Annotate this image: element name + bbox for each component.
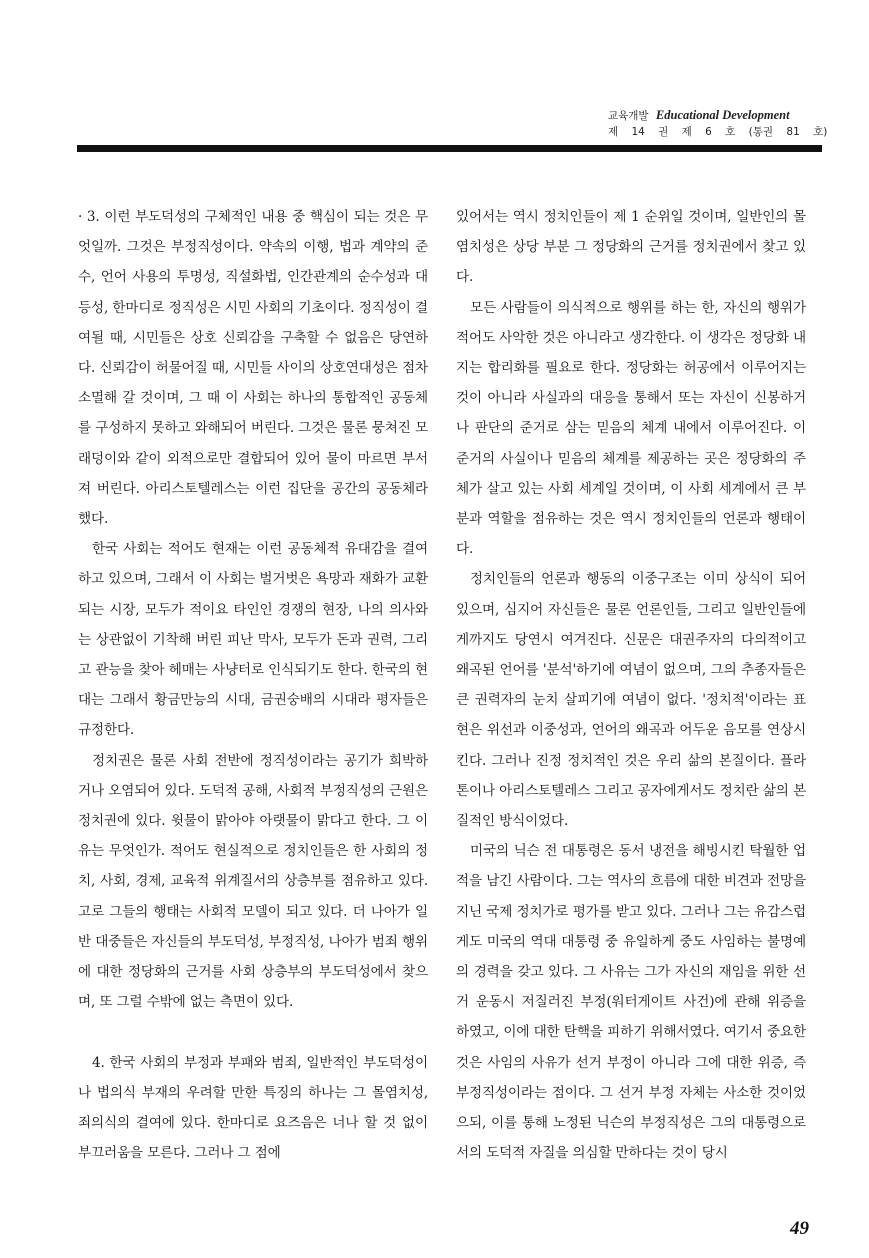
paragraph-section-4: 4. 한국 사회의 부정과 부패와 범죄, 일반적인 부도덕성이나 법의식 부재의 우려할 만한 특징의 하나는 그 몰염치성, 죄의식의 결여에 있다. 한마디로 요즈음은 너나 할 것 없이 부끄러움을 모른다. 그러나 그 점에: [78, 1054, 428, 1162]
journal-title-english: Educational Development: [655, 108, 790, 122]
journal-title-row: [608, 107, 820, 124]
paragraph: 정치인들의 언론과 행동의 이중구조는 이미 상식이 되어 있으며, 심지어 자신들은 물론 언론인들, 그리고 일반인들에게까지도 당연시 여겨진다. 신문은 대권주자의 다의적이고 왜곡된 언어를 '분석'하기에 여념이 없으며, 그의 추종자들은 큰 권력자의 눈치 살피기에 여념이 없다. '정치적'이라는 표현은 위선과 이중성과, 언어의 왜곡과 어두운 음모를 연상시킨다. 그러나 진정 정치적인 것은 우리 삶의 본질이다. 플라톤이나 아리스토텔레스 그리고 공자에게서도 정치란 삶의 본질적인 방식이었다.: [456, 571, 806, 830]
issue-number: 제 6 호: [681, 126, 736, 138]
paragraph: 미국의 닉슨 전 대통령은 동서 냉전을 해빙시킨 탁월한 업적을 남긴 사람이다. 그는 역사의 흐름에 대한 비견과 전망을 지닌 국제 정치가로 평가를 받고 있다. 그러나 그는 유감스럽게도 미국의 역대 대통령 중 유일하게 중도 사임하는 불명예의 경력을 갖고 있다. 그 사유는 그가 자신의 재임을 위한 선거 운동시 저질러진 부정(워터게이트 사건)에 관해 위증을 하였고, 이에 대한 탄핵을 피하기 위해서였다. 여기서 중요한 것은 사임의 사유가 선거 부정이 아니라 그에 대한 위증, 즉 부정직성이라는 점이다. 그 선거 부정 자체는 사소한 것이었으되, 이를 통해 노정된 닉슨의 부정직성은 그의 대통령으로서의 도덕적 자질을 의심할 만하다는 것이 당시: [456, 843, 806, 1162]
issue-info-row: [608, 124, 828, 140]
running-header: [608, 107, 828, 140]
left-text-column: [78, 202, 428, 1168]
volume-number: 제 14 권: [608, 126, 669, 138]
section-gap: [78, 1017, 428, 1047]
paragraph-section-3: · 3. 이런 부도덕성의 구체적인 내용 중 핵심이 되는 것은 무엇일까. 그것은 부정직성이다. 약속의 이행, 법과 계약의 준수, 언어 사용의 투명성, 직설화법, 인간관계의 순수성과 대등성, 한마디로 정직성은 시민 사회의 기초이다. 정직성이 결여될 때, 시민들은 상호 신뢰감을 구축할 수 없음은 당연하다. 신뢰감이 허물어질 때, 시민들 사이의 상호연대성은 점차 소멸해 갈 것이며, 그 때 이 사회는 하나의 통합적인 공동체를 구성하지 못하고 와해되어 버린다. 그것은 물론 뭉쳐진 모래덩이와 같이 외적으로만 결합되어 있어 물이 마르면 부서져 버린다. 아리스토텔레스는 이런 집단을 공간의 공동체라 했다.: [78, 209, 428, 528]
right-text-column: [456, 202, 806, 1169]
paragraph: 모든 사람들이 의식적으로 행위를 하는 한, 자신의 행위가 적어도 사악한 것은 아니라고 생각한다. 이 생각은 정당화 내지는 합리화를 필요로 한다. 정당화는 허공에서 이루어지는 것이 아니라 사실과의 대응을 통해서 또는 자신이 신봉하거나 판단의 준거로 삼는 믿음의 체계 내에서 이루어진다. 이 준거의 사실이나 믿음의 체계를 제공하는 곳은 정당화의 주체가 살고 있는 사회 세계일 것이며, 이 사회 세계에서 큰 부분과 역할을 점유하는 것은 역시 정치인들의 언론과 행태이다.: [456, 299, 806, 558]
paragraph: 정치권은 물론 사회 전반에 정직성이라는 공기가 희박하거나 오염되어 있다. 도덕적 공해, 사회적 부정직성의 근원은 정치권에 있다. 윗물이 맑아야 아랫물이 맑다고 한다. 그 이유는 무엇인가. 적어도 현실적으로 정치인들은 한 사회의 정치, 사회, 경제, 교육적 위계질서의 상층부를 점유하고 있다. 고로 그들의 행태는 사회적 모델이 되고 있다. 더 나아가 일반 대중들은 자신들의 부도덕성, 부정직성, 나아가 범죄 행위에 대한 정당화의 근거를 사회 상층부의 부도덕성에서 찾으며, 또 그럴 수밖에 없는 측면이 있다.: [78, 752, 428, 1011]
paragraph: 한국 사회는 적어도 현재는 이런 공동체적 유대감을 결여하고 있으며, 그래서 이 사회는 벌거벗은 욕망과 재화가 교환되는 시장, 모두가 적이요 타인인 경쟁의 현장, 나의 의사와는 상관없이 기착해 버린 피난 막사, 모두가 돈과 권력, 그리고 관능을 찾아 헤매는 사냥터로 인식되기도 한다. 한국의 현대는 그래서 황금만능의 시대, 금권숭배의 시대라 평자들은 규정한다.: [78, 541, 428, 739]
total-issue-number: (통권 81 호): [748, 126, 828, 138]
paragraph-continued: 있어서는 역시 정치인들이 제 1 순위일 것이며, 일반인의 몰염치성은 상당 부분 그 정당화의 근거를 정치권에서 찾고 있다.: [456, 209, 806, 286]
header-rule: [77, 145, 822, 152]
page-number: 49: [790, 1218, 809, 1239]
journal-title-korean: 교육개발: [608, 110, 649, 122]
